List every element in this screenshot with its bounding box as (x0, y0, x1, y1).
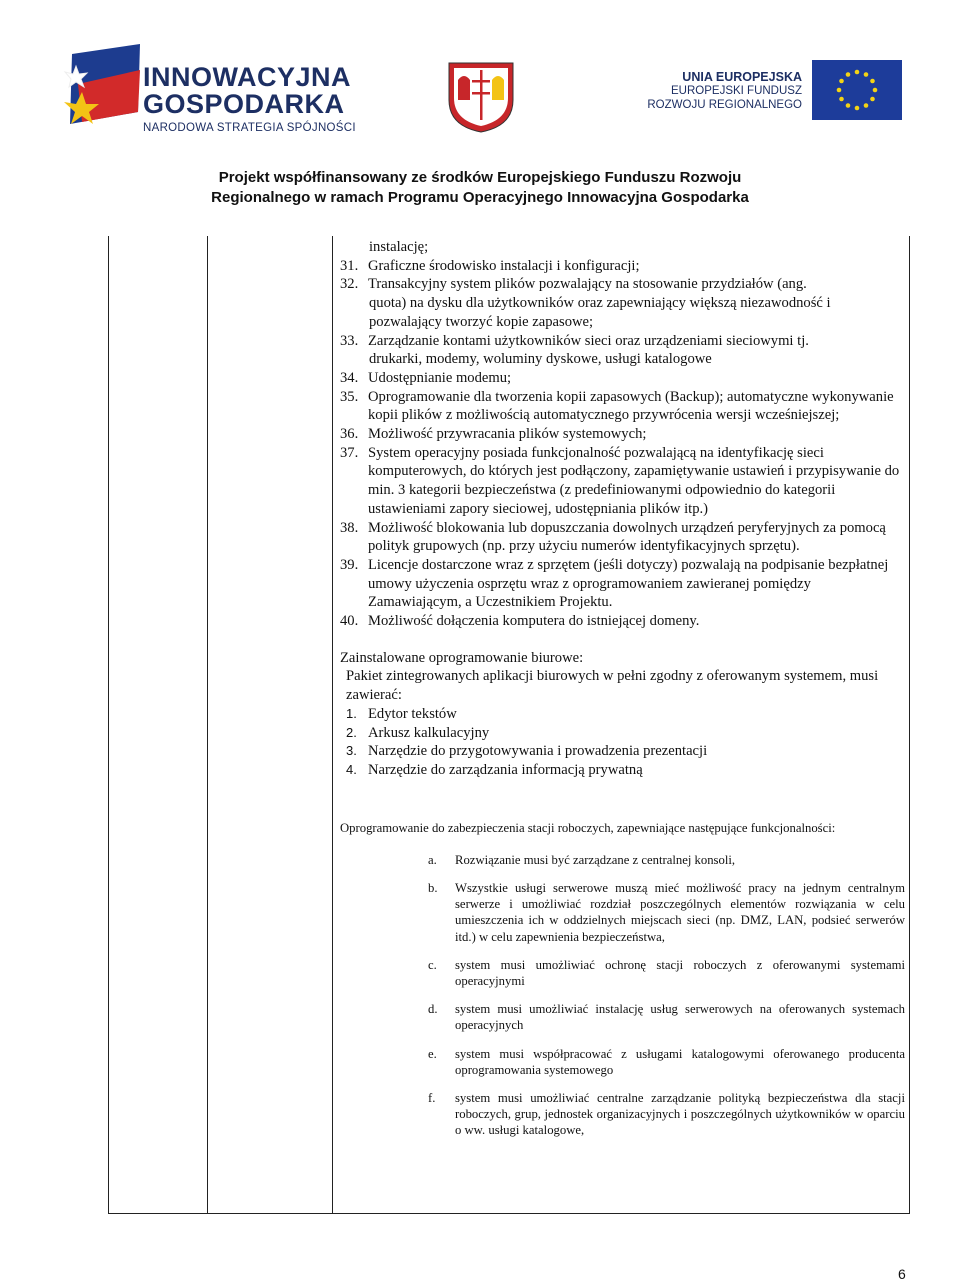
table-column-divider-1 (207, 236, 208, 1214)
ig-logo-text (143, 64, 356, 134)
list-item: 32. Transakcyjny system plików pozwalający na stosowanie przydziałów (ang. (340, 276, 807, 293)
list-item: 38. Możliwość blokowania lub dopuszczania dowolnych urządzeń peryferyjnych za pomocą polityk grupowych (np. przy użyciu numerów identyfikacyjnych sprzętu). (340, 519, 886, 555)
list-item: e. system musi współpracować z usługami katalogowymi oferowanego producenta oprogramowania systemowego (428, 1046, 905, 1077)
list-intro-fragment: instalację; (369, 239, 429, 255)
security-intro: Oprogramowanie do zabezpieczenia stacji roboczych, zapewniające następujące funkcjonalności: (340, 820, 836, 835)
ig-line3: NARODOWA STRATEGIA SPÓJNOŚCI (143, 122, 356, 134)
eu-fund-text (640, 70, 802, 112)
table-border-right (909, 236, 910, 1214)
project-line2: Regionalnego w ramach Programu Operacyjnego Innowacyjna Gospodarka (211, 189, 749, 206)
ig-line1: INNOWACYJNA (143, 62, 352, 92)
project-statement (0, 168, 960, 208)
office-heading: Zainstalowane oprogramowanie biurowe: (340, 649, 584, 666)
office-intro: Pakiet zintegrowanych aplikacji biurowych w pełni zgodny z oferowanym systemem, musi zawierać: (346, 668, 879, 704)
ue-line1: UNIA EUROPEJSKA (682, 70, 802, 84)
list-item: f. system musi umożliwiać centralne zarządzanie polityką bezpieczeństwa dla stacji roboczych, grup, jednostek organizacyjnych i poszczególnych użytkowników w oparciu o ww. usługi katalogowe, (428, 1090, 905, 1138)
list-item: 2. Arkusz kalkulacyjny (346, 724, 490, 741)
coat-of-arms-icon (446, 60, 516, 134)
list-item: 39. Licencje dostarczone wraz z sprzętem (jeśli dotyczy) pozwalają na podpisanie bezpłatnej umowy użyczenia osprzętu wraz z oprogramowaniem zawieranej pomiędzy Zamawiającym, a Uczestnikiem Projektu. (340, 556, 889, 611)
list-item: 33. Zarządzanie kontami użytkowników sieci oraz urządzeniami sieciowymi tj. (340, 332, 809, 349)
list-item: c. system musi umożliwiać ochronę stacji roboczych z oferowanymi systemami operacyjnymi (428, 957, 905, 988)
list-item: b. Wszystkie usługi serwerowe muszą mieć możliwość pracy na jednym centralnym serwerze i umożliwiać rozdział poszczególnych elementów rozwiązania w celu umieszczenia ich w oddzielnych miejscach sieci (np. DMZ, LAN, podsieć serwerów itd.) w celu zapewnienia bezpieczeństwa, (428, 880, 905, 944)
list-item: 40. Możliwość dołączenia komputera do istniejącej domeny. (340, 613, 700, 630)
list-item: 35. Oprogramowanie dla tworzenia kopii zapasowych (Backup); automatyczne wykonywanie kopii plików z możliwością automatycznego przywrócenia wersji wcześniejszej; (340, 388, 894, 424)
ue-line2: EUROPEJSKI FUNDUSZ (671, 85, 802, 97)
page-number: 6 (898, 1266, 906, 1282)
list-item: 4. Narzędzie do zarządzania informacją prywatną (346, 761, 643, 778)
project-line1: Projekt współfinansowany ze środków Europejskiego Funduszu Rozwoju (218, 169, 742, 186)
table-border-left (108, 236, 109, 1214)
list-item: 36. Możliwość przywracania plików systemowych; (340, 426, 647, 443)
innowacyjna-gospodarka-logo-icon (60, 42, 145, 137)
list-item: 34. Udostępnianie modemu; (340, 369, 512, 386)
list-item: 3. Narzędzie do przygotowywania i prowadzenia prezentacji (346, 743, 708, 760)
list-item-continuation: drukarki, modemy, woluminy dyskowe, usługi katalogowe (369, 351, 712, 368)
list-item: 1. Edytor tekstów (346, 705, 457, 722)
list-item: 31. Graficzne środowisko instalacji i konfiguracji; (340, 257, 640, 274)
table-border-bottom (108, 1213, 910, 1214)
list-item: 37. System operacyjny posiada funkcjonalność pozwalającą na identyfikację sieci komputerowych, do których jest podłączony, zapamiętywanie ustawień i przypisywanie do min. 3 kategorii bezpieczeństwa (z predefiniowanymi odpowiednio do kategorii ustawieniami zapory sieciowej, udostępniania plików itp.) (340, 444, 900, 517)
eu-flag-icon (812, 60, 902, 120)
table-column-divider-2 (332, 236, 333, 1214)
list-item-continuation: quota) na dysku dla użytkowników oraz zapewniający większą niezawodność i pozwalający tworzyć kopie zapasowe; (369, 295, 831, 330)
list-item: d. system musi umożliwiać instalację usług serwerowych na oferowanych systemach operacyjnych (428, 1002, 905, 1033)
ue-line3: ROZWOJU REGIONALNEGO (647, 99, 802, 111)
requirements-cell (340, 238, 905, 1139)
ig-line2: GOSPODARKA (143, 89, 345, 119)
list-item: a. Rozwiązanie musi być zarządzane z centralnej konsoli, (428, 852, 736, 867)
page-header (0, 0, 960, 215)
